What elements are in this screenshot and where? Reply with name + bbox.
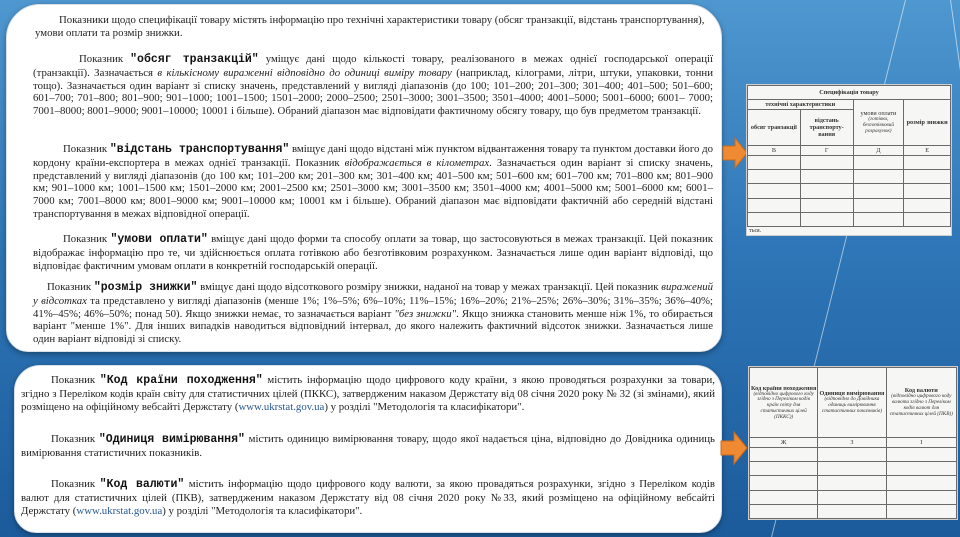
table-cell [904,212,951,226]
discount-size-header: розмір знижки [904,100,951,146]
table-cell [818,462,886,476]
paragraph-text: та представлено у вигляді діапазонів (менше 1%; 1%–5%; 6%–10%; 11%–15%; 16%–20%; 21%–25%; 26%–30%; 31%–35%; 36%–40%; 41%–45%; 46%–50%; понад 50). Якщо знижки немає, то зазначається варіант [33,294,713,320]
table-cell [853,170,904,184]
lead-text: Показник [63,233,111,245]
payment-terms-paragraph [33,233,713,272]
intro-text: Показники щодо специфікації товару містять інформацію про технічні характеристики товару (обсяг транзакції, відстань транспортування), умови оплати та розмір знижки. [35,14,705,39]
specification-table [747,85,951,227]
unit-subheader: (відповідно до Довідника одиниць вимірювання статистичних показників) [821,396,882,414]
table-cell [818,448,886,462]
table-cell [800,212,853,226]
column-letter: Ж [750,438,818,448]
payment-terms-column [853,100,904,146]
lead-text: Показник [51,433,99,445]
country-code-header: Код країни походження [751,384,817,392]
table-cell [818,504,886,518]
transaction-volume-header: обсяг транзакції [748,110,801,146]
unit-paragraph [21,433,715,460]
table-cell [886,462,956,476]
table-cell [800,156,853,170]
country-code-subheader: (відповідно цифрового коду згідно з Переліком кодів країн світу для статистичних цілей (ПККС)) [753,390,814,420]
specification-table-image [746,84,952,236]
column-letter: І [886,438,956,448]
table-cell [800,184,853,198]
lead-text: Показник [51,478,100,490]
table-cell [748,212,801,226]
table-cell [886,448,956,462]
table-cell [904,184,951,198]
table-cell [886,490,956,504]
keyword-payment-terms: "умови оплати" [110,233,208,246]
keyword-transport-distance: "відстань транспортування" [109,143,290,156]
column-letter: Д [853,146,904,156]
table-cell [748,156,801,170]
table-cell [750,476,818,490]
codes-table-image [748,366,958,520]
table-cell [904,198,951,212]
lead-text: Показник [63,143,110,155]
keyword-discount-size: "розмір знижки" [93,281,198,294]
italic-text: в кількісному вираженні відповідно до одиниці виміру товару [157,66,452,79]
ukrstat-link[interactable]: www.ukrstat.gov.ua [76,504,163,517]
column-letter: Е [904,146,951,156]
table-cell [853,212,904,226]
codes-text-panel [14,365,722,533]
column-letter: З [818,438,886,448]
paragraph-text: вміщує дані щодо відстані між пунктом відвантаження товару та пунктом доставки його до кордону країни-експортера в межах однієї транзакції. Показник [33,143,713,169]
table-cell [748,198,801,212]
lead-text: Показник [47,281,94,293]
italic-text: виражений у відсотках [33,281,713,307]
table-cell [750,504,818,518]
currency-code-header: Код валюти [904,387,938,395]
spec-table-title: Специфікація товару [748,86,951,100]
paragraph-text: . Зазначається один варіант зі списку значень, представлений у вигляді діапазонів (до 100 км; 101–200 км; 201–300 км; 301–400 км; 401–500 км; 501–600 км; 601–700 км; 701–800 км; 801–900 км; 901–1000 км; 1001–1500 км; 1501–2000 км; 2001–2500 км; 2501–3000 км; 3001–3500 км; 3501–4000 км; 4001–5000 км; 5001–6000 км; 6001–7000 км; 7001–8000 км; 8001–9000 км; 9001–10000 км; 10001 км і більше). Обраний діапазон має відповідати фактичній або середній відстані транспортування в межах відповідної операції. [33,156,713,220]
paragraph-text: містить інформацію щодо цифрового коду країни, з якою проводяться розрахунки за товари, згідно з Переліком кодів країн світу для статистичних цілей (ПККС), затвердженим наказом Держстату від 08 січня 2020 року № 32 (зі змінами), який розміщено на офіційному вебсайті Держстату ( [21,374,716,413]
paragraph-text: містить одиницю вимірювання товару, щодо якої надається ціна, відповідно до Довідника одиниць вимірювання статистичних показників. [21,433,715,459]
italic-text: відображається в кілометрах [344,156,490,169]
italic-text: "без знижки" [394,307,457,320]
column-letter: Г [800,146,853,156]
codes-table [749,367,957,519]
currency-code-paragraph [21,478,715,517]
arrow-right-icon [722,136,748,170]
discount-size-paragraph [33,281,713,346]
keyword-unit: "Одиниця вимірювання" [98,433,245,446]
paragraph-text: (наприклад, кілограми, літри, штуки, упаковки, тонни тощо). Зазначається один варіант зі списку значень, представлений у вигляді діапазонів (до 100; 101–200; 201–300; 301–400; 401–500; 501–600; 601–700; 701–800; 801–900; 901–1000; 1001–1500; 1501–2000; 2000–2500; 2501–3000; 3001–3500; 3501–4000; 4001–5000; 5001–6000; 6001– 7000; 7001–8000; 8001–9000; 9001–10000; 10001 і більше). Обраний діапазон має відповідати фактичному обсягу товару, що був предметом транзакції. [33,66,713,118]
payment-terms-subheader: (готівка, безготівковий розрахунок) [862,116,894,134]
paragraph-text: містить інформацію щодо цифрового коду валюти, за якою провадяться розрахунки, згідно з Переліком кодів валют для статистичних цілей (ПКВ), затвердженим наказом Держстату від 08 січня 2020 року №33, який розміщено на офіційному вебсайті Держстату ( [21,478,715,517]
country-code-column [750,368,818,438]
keyword-currency-code: "Код валюти" [99,478,185,491]
currency-code-subheader: (відповідно цифрового коду валюти згідно з Переліком кодів валют для статистичних цілей (ПКВ)) [889,393,953,417]
table-cell [853,198,904,212]
paragraph-text: ) у розділі "Методологія та класифікатори". [324,400,525,413]
table-cell [818,490,886,504]
lead-text: Показник [79,53,131,65]
table-cell [904,170,951,184]
specification-text-panel [6,4,722,352]
lead-text: Показник [51,374,100,386]
table-cell [886,476,956,490]
table-cell [853,184,904,198]
payment-terms-header: умови оплати [860,110,897,118]
table-cell [800,198,853,212]
table-cell [748,184,801,198]
intro-paragraph [35,14,711,40]
country-code-paragraph [21,374,715,413]
paragraph-text: вміщує дані щодо форми та способу оплати за товар, що застосовуються в межах транзакції. Цей показник відображає інформацію про те, чи здійснюється оплата готівкою або безготівковим розрахунком. Зазначається лише один варіант відповіді, що відповідає фактичним умовам оплати в конкретній господарській операції. [33,233,714,272]
table-cell [800,170,853,184]
transport-distance-header: відстань транспорту-вання [800,110,853,146]
table-cell [886,504,956,518]
paragraph-text: вміщує дані щодо відсоткового розміру знижки, наданої на товар у межах транзакції. Цей показник [197,281,662,293]
unit-column [818,368,886,438]
paragraph-text: . Якщо знижка становить менше ніж 1%, то обирається варіант "менше 1%". Для інших випадків наводиться відповідний інтервал, до якого належить фактичний відсоток знижки. Зазначається лише один варіант відповіді зі списку. [33,307,713,346]
paragraph-text: ) у розділі "Методологія та класифікатори". [162,504,363,517]
table-cell [750,490,818,504]
tech-characteristics-header: технічні характеристики [748,100,854,110]
table-cell [748,170,801,184]
unit-header: Одиниця вимірювання [819,390,885,398]
table-cell [750,448,818,462]
ukrstat-link[interactable]: www.ukrstat.gov.ua [238,400,325,413]
transaction-volume-paragraph [33,53,713,118]
transport-distance-paragraph [33,143,713,221]
paragraph-text: уміщує дані щодо кількості товару, реалізованого в межах однієї господарської операції (транзакції). Зазначається [33,53,713,79]
column-letter: В [748,146,801,156]
keyword-country-code: "Код країни походження" [99,374,263,387]
arrow-right-icon [720,430,748,466]
table-cell [818,476,886,490]
keyword-transaction-volume: "обсяг транзакцій" [130,53,259,66]
cropped-word: тьєя. [749,228,762,234]
table-cell [904,156,951,170]
table-cell [853,156,904,170]
table-cell [750,462,818,476]
currency-code-column [886,368,956,438]
